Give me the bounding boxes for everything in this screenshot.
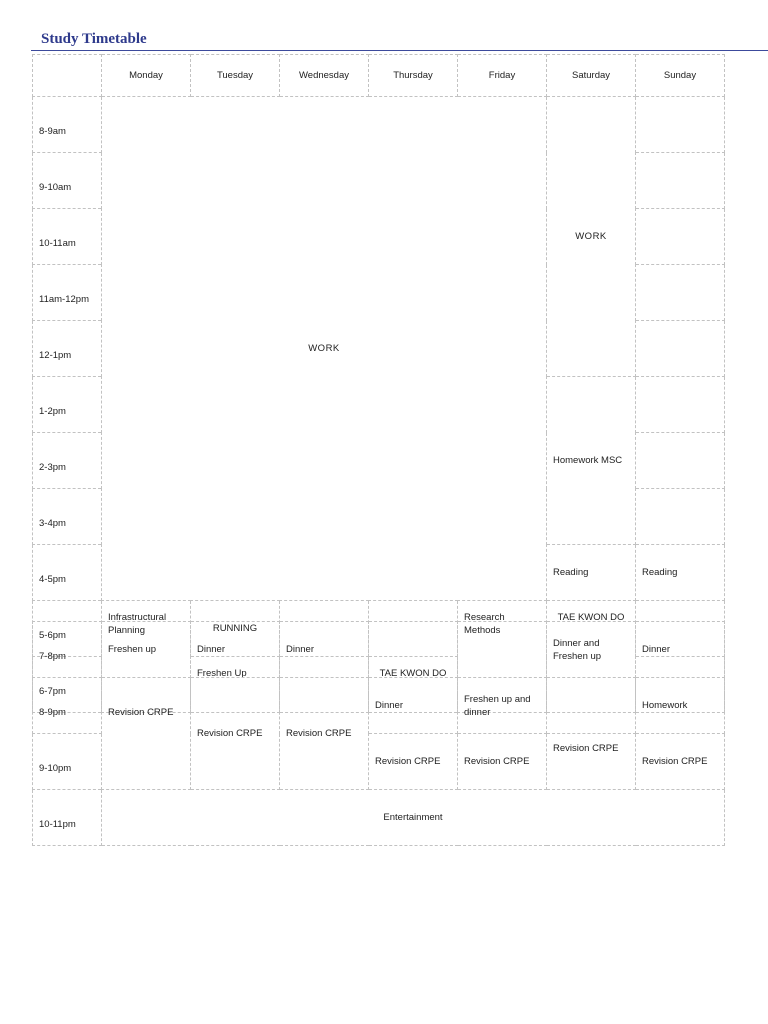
monday-7-8-cell: Freshen up xyxy=(102,622,191,678)
day-header-friday: Friday xyxy=(458,55,547,97)
header-row xyxy=(33,55,725,97)
time-label: 2-3pm xyxy=(33,433,102,489)
time-label: 6-7pm xyxy=(33,657,102,713)
empty-cell xyxy=(369,622,458,678)
empty-cell xyxy=(636,209,725,265)
empty-cell xyxy=(636,377,725,433)
monday-revision-cell: Revision CRPE xyxy=(102,678,191,790)
empty-cell xyxy=(636,153,725,209)
page-title: Study Timetable xyxy=(41,31,147,47)
saturday-taekwondo-cell: TAE KWON DO xyxy=(547,601,636,713)
tuesday-running-cell: RUNNING xyxy=(191,601,280,657)
time-label: 12-1pm xyxy=(33,321,102,377)
saturday-work-block: WORK xyxy=(547,97,636,377)
day-header-wednesday: Wednesday xyxy=(280,55,369,97)
timetable-evening xyxy=(32,621,725,846)
monday-evening-cell: Infrastructural Planning xyxy=(102,601,191,713)
time-label: 10-11pm xyxy=(33,790,102,846)
sunday-8-9-cell: Homework xyxy=(636,678,725,734)
time-label: 9-10am xyxy=(33,153,102,209)
saturday-homework-cell: Homework MSC xyxy=(547,377,636,545)
tuesday-7-8-cell: Dinner xyxy=(191,622,280,678)
day-header-thursday: Thursday xyxy=(369,55,458,97)
time-label: 10-11am xyxy=(33,209,102,265)
empty-cell xyxy=(458,622,547,678)
day-header-saturday: Saturday xyxy=(547,55,636,97)
table-row xyxy=(33,678,725,734)
thursday-taekwondo-cell: TAE KWON DO xyxy=(369,657,458,713)
saturday-reading-cell: Reading xyxy=(547,545,636,601)
time-label: 8-9pm xyxy=(33,678,102,734)
empty-cell xyxy=(636,433,725,489)
wednesday-7-8-cell: Dinner xyxy=(280,622,369,678)
table-row xyxy=(33,622,725,678)
time-label: 5-6pm xyxy=(33,601,102,657)
day-header-sunday: Sunday xyxy=(636,55,725,97)
friday-evening-cell: Research Methods xyxy=(458,601,547,713)
timetable-daytime xyxy=(32,54,725,713)
thursday-9-10-cell: Revision CRPE xyxy=(369,734,458,790)
friday-8-9-cell: Freshen up and dinner xyxy=(458,678,547,734)
day-header-monday: Monday xyxy=(102,55,191,97)
sunday-7-8-cell: Dinner xyxy=(636,622,725,678)
time-label: 11am-12pm xyxy=(33,265,102,321)
time-label: 8-9am xyxy=(33,97,102,153)
time-label: 4-5pm xyxy=(33,545,102,601)
day-header-tuesday: Tuesday xyxy=(191,55,280,97)
saturday-revision-cell: Revision CRPE xyxy=(547,734,636,790)
friday-9-10-cell: Revision CRPE xyxy=(458,734,547,790)
corner-cell xyxy=(33,55,102,97)
time-label: 3-4pm xyxy=(33,489,102,545)
time-label: 1-2pm xyxy=(33,377,102,433)
thursday-8-9-cell: Dinner xyxy=(369,678,458,734)
table-row xyxy=(33,790,725,846)
empty-cell xyxy=(636,489,725,545)
sunday-reading-cell: Reading xyxy=(636,545,725,601)
empty-cell xyxy=(636,321,725,377)
empty-cell xyxy=(636,265,725,321)
tuesday-freshen-cell: Freshen Up xyxy=(191,657,280,713)
title-underline xyxy=(31,50,768,51)
entertainment-block: Entertainment xyxy=(102,790,725,846)
tuesday-revision-cell: Revision CRPE xyxy=(191,678,280,790)
time-label: 9-10pm xyxy=(33,734,102,790)
saturday-7-8-cell: Dinner and Freshen up xyxy=(547,622,636,678)
empty-cell xyxy=(547,678,636,734)
weekday-work-block: WORK xyxy=(102,97,547,601)
empty-cell xyxy=(636,97,725,153)
time-label: 7-8pm xyxy=(33,622,102,678)
wednesday-revision-cell: Revision CRPE xyxy=(280,678,369,790)
table-row xyxy=(33,97,725,153)
sunday-9-10-cell: Revision CRPE xyxy=(636,734,725,790)
